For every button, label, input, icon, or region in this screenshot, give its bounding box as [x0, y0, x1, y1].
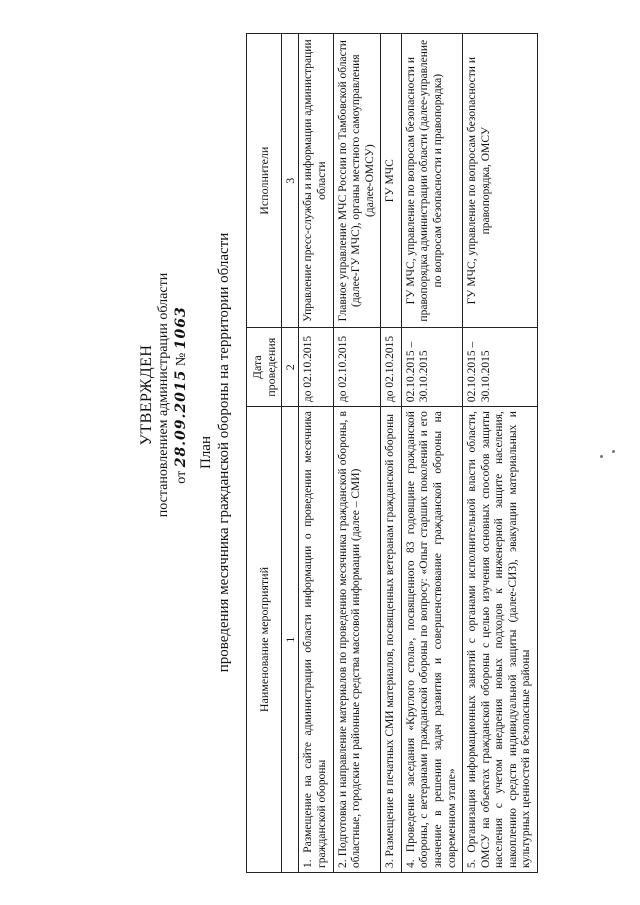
approval-date-number [173, 185, 190, 605]
header-executors: Исполнители [247, 34, 282, 328]
header-date: Дата проведения [247, 328, 282, 407]
table-row [299, 34, 333, 873]
approval-title: УТВЕРЖДЕН [138, 344, 155, 446]
date-cell: 02.10.2015 – 30.10.2015 [463, 328, 538, 407]
approval-date-handwritten: 28.09.2015 [173, 369, 189, 468]
approval-date-prefix: от [174, 470, 189, 484]
column-number: 3 [282, 34, 299, 328]
column-number: 2 [282, 328, 299, 407]
header-events: Наименование мероприятий [247, 407, 282, 873]
event-cell: 5. Организация информационных занятий с органами исполнительной власти области, ОМСУ на объектах гражданской обороны с целью изучения основных способов защиты населения с учетом внедрения новых подходов к инженерной защите населения, накоплению средств индивидуальной защиты (далее-СИЗ), эвакуации материальных и культурных ценностей в безопасные районы [463, 407, 538, 873]
plan-title: План [198, 436, 214, 470]
event-cell: 3. Размещение в печатных СМИ материалов, посвященных ветеранам гражданской обороны [381, 407, 402, 873]
date-cell: до 02.10.2015 [299, 328, 333, 407]
executors-cell: ГУ МЧС, управление по вопросам безопасности и правопорядка, ОМСУ [463, 34, 538, 328]
date-cell: до 02.10.2015 [381, 328, 402, 407]
executors-cell: Главное управление МЧС России по Тамбовской области (далее-ГУ МЧС), органы местного самоуправления (далее-ОМСУ) [333, 34, 381, 328]
approval-number-prefix: № [174, 352, 189, 367]
event-cell: 4. Проведение заседания «Круглого стола», посвященного 83 годовщине гражданской обороны, с ветеранами гражданской обороны по вопросу: «Опыт старших поколений и его значение в решении задач развития и совершенствование гражданской обороны на современном этапе» [401, 407, 462, 873]
column-number-row [282, 34, 299, 873]
executors-cell: ГУ МЧС [381, 34, 402, 328]
executors-cell: ГУ МЧС, управление по вопросам безопасности и правопорядка администрации области (далее-управление по вопросам безопасности и правопорядка) [401, 34, 462, 328]
date-cell: до 02.10.2015 [333, 328, 381, 407]
table-row [381, 34, 402, 873]
approval-authority: постановлением администрации области [156, 272, 171, 518]
event-cell: 2. Подготовка и направление материалов по проведению месячника гражданской обороны, в областные, городские и районные средства массовой информации (далее – СМИ) [333, 407, 381, 873]
table-header-row [247, 34, 282, 873]
plan-table [246, 33, 538, 873]
plan-subtitle: проведения месячника гражданской обороны на территории области [216, 232, 232, 673]
event-cell: 1. Размещение на сайте администрации области информации о проведении месячника гражданской обороны [299, 407, 333, 873]
table-row [333, 34, 381, 873]
scan-speck [600, 455, 603, 458]
column-number: 1 [282, 407, 299, 873]
table-row [463, 34, 538, 873]
table-row [401, 34, 462, 873]
scan-speck [612, 450, 615, 453]
date-cell: 02.10.2015 – 30.10.2015 [401, 328, 462, 407]
executors-cell: Управление пресс-службы и информации администрации области [299, 34, 333, 328]
approval-number-handwritten: 1063 [173, 306, 189, 350]
